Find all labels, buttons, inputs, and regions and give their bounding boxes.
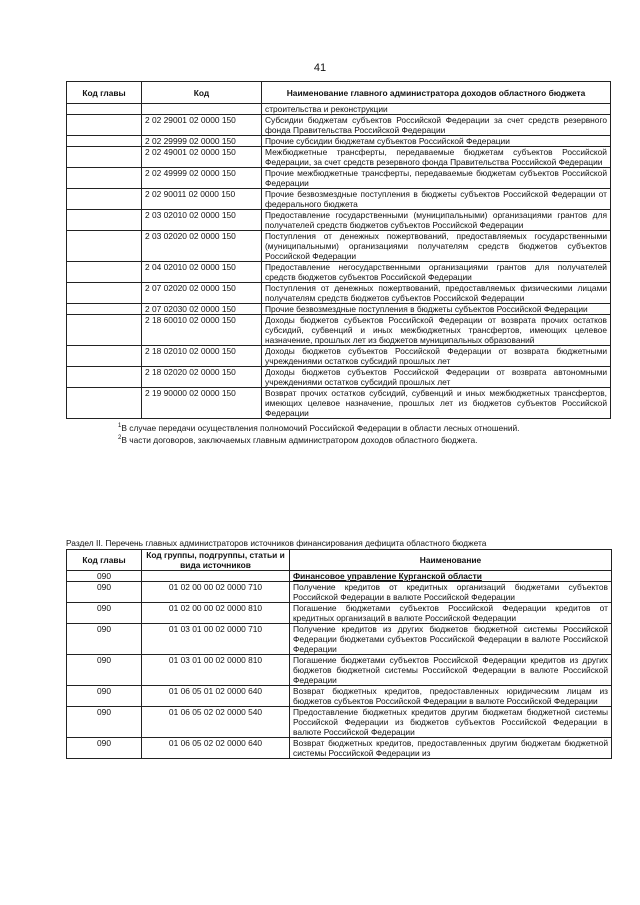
chapter-code: 090 — [67, 624, 142, 655]
footnotes — [118, 421, 608, 445]
revenue-name: Доходы бюджетов субъектов Российской Федерации от возврата автономными учреждениями остатков субсидий прошлых лет — [262, 367, 611, 388]
table-row — [67, 231, 611, 262]
revenue-code: 2 18 60010 02 0000 150 — [142, 315, 262, 346]
chapter-code: 090 — [67, 738, 142, 759]
revenue-name: Предоставление негосударственными организациями грантов для получателей средств бюджетов субъектов Российской Федерации — [262, 262, 611, 283]
revenue-code: 2 07 02020 02 0000 150 — [142, 283, 262, 304]
chapter-code: 090 — [67, 686, 142, 707]
section-title: Раздел II. Перечень главных администраторов источников финансирования дефицита областного бюджета — [66, 538, 487, 548]
revenue-code: 2 02 90011 02 0000 150 — [142, 189, 262, 210]
chapter-code: 090 — [67, 603, 142, 624]
revenue-code: 2 02 29999 02 0000 150 — [142, 136, 262, 147]
table-row — [67, 304, 611, 315]
source-name: Погашение бюджетами субъектов Российской Федерации кредитов от кредитных организаций в валюте Российской Федерации — [290, 603, 612, 624]
column-header-code: Код — [142, 82, 262, 104]
revenue-name: Предоставление государственными (муниципальными) организациями грантов для получателей средств бюджетов субъектов Российской Федерации — [262, 210, 611, 231]
table-row — [67, 189, 611, 210]
revenue-name: Субсидии бюджетам субъектов Российской Федерации за счет средств резервного фонда Правительства Российской Федерации — [262, 115, 611, 136]
page-number: 41 — [313, 62, 327, 74]
source-code: 01 02 00 00 02 0000 710 — [142, 582, 290, 603]
source-code: 01 03 01 00 02 0000 810 — [142, 655, 290, 686]
table-row — [67, 624, 612, 655]
revenue-administrators-table — [66, 81, 611, 419]
table-row — [67, 115, 611, 136]
revenue-name: Прочие безвозмездные поступления в бюджеты субъектов Российской Федерации от федерального бюджета — [262, 189, 611, 210]
revenue-name: Поступления от денежных пожертвований, предоставляемых государственными (муниципальными) организациями получателям средств бюджетов субъектов Российской Федерации — [262, 231, 611, 262]
revenue-code: 2 02 49001 02 0000 150 — [142, 147, 262, 168]
revenue-code: 2 19 90000 02 0000 150 — [142, 388, 262, 419]
chapter-code: 090 — [67, 582, 142, 603]
table-row — [67, 603, 612, 624]
table-row — [67, 168, 611, 189]
revenue-name: Поступления от денежных пожертвований, предоставляемых физическими лицами получателям средств бюджетов субъектов Российской Федерации — [262, 283, 611, 304]
revenue-name: Прочие межбюджетные трансферты, передаваемые бюджетам субъектов Российской Федерации — [262, 168, 611, 189]
continuation-text: строительства и реконструкции — [262, 104, 611, 115]
source-name: Возврат бюджетных кредитов, предоставленных юридическим лицам из бюджетов субъектов Российской Федерации в валюте Российской Федерации — [290, 686, 612, 707]
source-code: 01 06 05 02 02 0000 540 — [142, 707, 290, 738]
footnote: $^1$В случае передачи осуществления полномочий Российской Федерации в области лесных отношений. — [118, 422, 520, 433]
source-code: 01 03 01 00 02 0000 710 — [142, 624, 290, 655]
column-header-chapter-code: Код главы — [67, 82, 142, 104]
source-name: Получение кредитов из других бюджетов бюджетной системы Российской Федерации бюджетами субъектов Российской Федерации в валюте Российской Федерации — [290, 624, 612, 655]
table-row — [67, 315, 611, 346]
column-header-chapter-code: Код главы — [67, 550, 142, 571]
revenue-name: Доходы бюджетов субъектов Российской Федерации от возврата бюджетными учреждениями остатков субсидий прошлых лет — [262, 346, 611, 367]
organization-name: Финансовое управление Курганской области — [290, 571, 612, 582]
source-code: 01 02 00 00 02 0000 810 — [142, 603, 290, 624]
table-row — [67, 707, 612, 738]
source-code: 01 06 05 02 02 0000 640 — [142, 738, 290, 759]
revenue-name: Возврат прочих остатков субсидий, субвенций и иных межбюджетных трансфертов, имеющих целевое назначение, прошлых лет из бюджетов субъектов Российской Федерации — [262, 388, 611, 419]
chapter-code: 090 — [67, 571, 142, 582]
source-name: Предоставление бюджетных кредитов другим бюджетам бюджетной системы Российской Федерации из бюджетов субъектов Российской Федерации в валюте Российской Федерации — [290, 707, 612, 738]
table-row-organization — [67, 571, 612, 582]
revenue-name: Прочие субсидии бюджетам субъектов Российской Федерации — [262, 136, 611, 147]
revenue-code: 2 07 02030 02 0000 150 — [142, 304, 262, 315]
table-row — [67, 388, 611, 419]
revenue-code: 2 04 02010 02 0000 150 — [142, 262, 262, 283]
revenue-code: 2 02 29001 02 0000 150 — [142, 115, 262, 136]
table-row — [67, 262, 611, 283]
table-header-row — [67, 550, 612, 571]
column-header-name: Наименование главного администратора доходов областного бюджета — [262, 82, 611, 104]
table-header-row — [67, 82, 611, 104]
table-row — [67, 582, 612, 603]
column-header-source-code: Код группы, подгруппы, статьи и вида источников — [142, 550, 290, 571]
table-row — [67, 104, 611, 115]
revenue-code: 2 18 02010 02 0000 150 — [142, 346, 262, 367]
table-row — [67, 136, 611, 147]
source-name: Получение кредитов от кредитных организаций бюджетами субъектов Российской Федерации в валюте Российской Федерации — [290, 582, 612, 603]
revenue-name: Межбюджетные трансферты, передаваемые бюджетам субъектов Российской Федерации, за счет средств резервного фонда Правительства Российской Федерации — [262, 147, 611, 168]
table-row — [67, 147, 611, 168]
table-row — [67, 655, 612, 686]
revenue-code: 2 03 02010 02 0000 150 — [142, 210, 262, 231]
table-row — [67, 346, 611, 367]
revenue-name: Доходы бюджетов субъектов Российской Федерации от возврата прочих остатков субсидий, субвенций и иных межбюджетных трансфертов, имеющих целевое назначение, прошлых лет из бюджетов муниципальных образований — [262, 315, 611, 346]
revenue-code: 2 18 02020 02 0000 150 — [142, 367, 262, 388]
revenue-code: 2 03 02020 02 0000 150 — [142, 231, 262, 262]
revenue-code: 2 02 49999 02 0000 150 — [142, 168, 262, 189]
revenue-name: Прочие безвозмездные поступления в бюджеты субъектов Российской Федерации — [262, 304, 611, 315]
source-name: Погашение бюджетами субъектов Российской Федерации кредитов из других бюджетов бюджетной системы Российской Федерации в валюте Российской Федерации — [290, 655, 612, 686]
source-name: Возврат бюджетных кредитов, предоставленных другим бюджетам бюджетной системы Российской Федерации из — [290, 738, 612, 759]
chapter-code: 090 — [67, 655, 142, 686]
chapter-code: 090 — [67, 707, 142, 738]
financing-sources-table — [66, 549, 612, 759]
table-row — [67, 738, 612, 759]
source-code: 01 06 05 01 02 0000 640 — [142, 686, 290, 707]
table-row — [67, 367, 611, 388]
column-header-name: Наименование — [290, 550, 612, 571]
table-row — [67, 283, 611, 304]
table-row — [67, 686, 612, 707]
table-row — [67, 210, 611, 231]
footnote: $^2$В части договоров, заключаемых главным администратором доходов областного бюджета. — [118, 434, 478, 445]
